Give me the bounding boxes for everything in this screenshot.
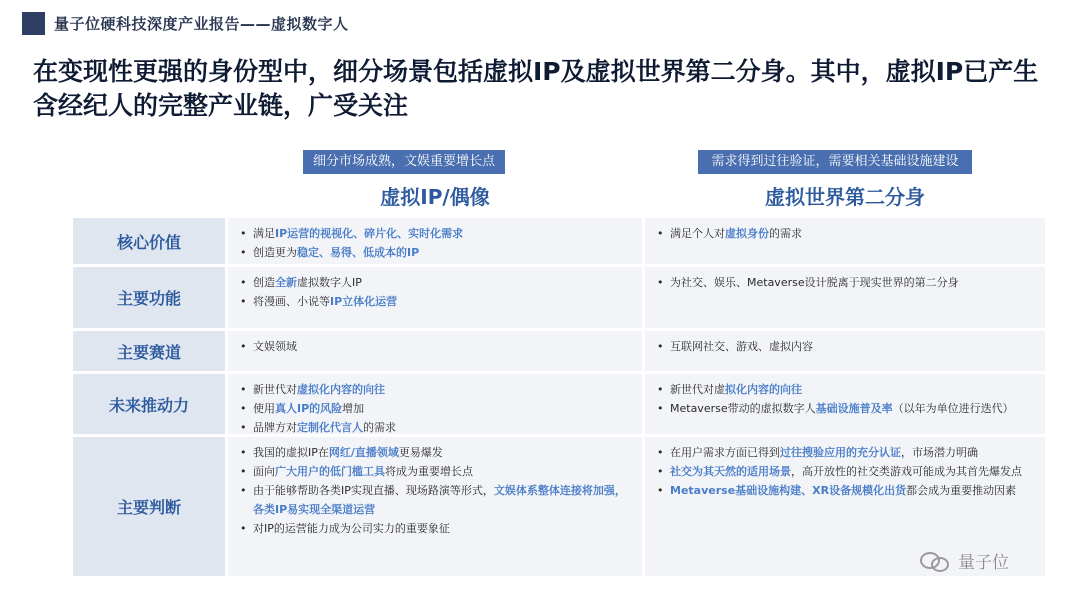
bullet-item — [657, 462, 1035, 481]
right-cell — [645, 218, 1045, 264]
bullet-item — [240, 399, 632, 418]
highlight-text: 拟化内容的向往 — [725, 383, 802, 396]
highlight-text: IP立体化运营 — [330, 295, 398, 308]
highlight-text: 全新 — [275, 276, 297, 289]
bullet-text: 使用 — [253, 402, 275, 415]
left-column-heading: 虚拟IP/偶像 — [380, 185, 490, 209]
highlight-text: IP运营的视视化、碎片化、实时化需求 — [275, 227, 464, 240]
highlight-text: 真人IP的风险 — [275, 402, 343, 415]
bullet-text: 新世代对虚 — [670, 383, 725, 396]
highlight-text: 稳定、易得、低成本的IP — [297, 246, 420, 259]
bullet-text: 在用户需求方面已得到 — [670, 446, 780, 459]
bullet-text: Metaverse带动的虚拟数字人 — [670, 402, 816, 415]
bullet-item — [657, 443, 1035, 462]
bullet-item — [240, 519, 632, 538]
highlight-text: 广大用户的低门槛工具 — [275, 465, 385, 478]
bullet-item — [240, 380, 632, 399]
highlight-text: 网红/直播领域 — [328, 446, 399, 459]
page-title: 在变现性更强的身份型中，细分场景包括虚拟IP及虚拟世界第二分身。其中，虚拟IP已产生含经纪人的完整产业链，广受关注 — [33, 57, 1039, 120]
watermark — [920, 548, 1009, 573]
highlight-text: 文娱体系整体连接将加强，各类IP易实现全渠道运营 — [253, 484, 626, 516]
bullet-text: ，市场潜力明确 — [901, 446, 978, 459]
row-label: 未来推动力 — [73, 374, 225, 434]
bullet-text: 将漫画、小说等 — [253, 295, 330, 308]
bullet-text: 满足 — [253, 227, 275, 240]
bullet-text: 文娱领域 — [253, 340, 297, 353]
highlight-text: 过往搜验应用的充分认证 — [780, 446, 901, 459]
bullet-item — [240, 243, 632, 262]
highlight-text: 基础设施普及率 — [815, 402, 893, 415]
right-cell — [645, 267, 1045, 328]
bullet-text: 对IP的运营能力成为公司实力的重要象征 — [253, 522, 450, 535]
bullet-text: 增加 — [342, 402, 365, 415]
bullet-text: 我国的虚拟IP在 — [253, 446, 329, 459]
bullet-text: 新世代对 — [253, 383, 297, 396]
bullet-text: 创造 — [253, 276, 275, 289]
bullet-text: 更易爆发 — [398, 446, 443, 459]
bullet-text: 由于能够帮助各类IP实现直播、现场路演等形式， — [253, 484, 494, 497]
highlight-text: 社交为其天然的适用场景 — [670, 465, 791, 478]
bullet-item — [240, 462, 632, 481]
bullet-item — [657, 380, 1035, 399]
bullet-item — [240, 337, 632, 356]
bullet-text: 面向 — [253, 465, 275, 478]
bullet-text: 满足个人对 — [670, 227, 725, 240]
bullet-item — [240, 418, 632, 437]
wechat-icon — [920, 550, 950, 572]
bullet-text: （以年为单位进行迭代） — [892, 402, 1014, 415]
left-cell — [228, 331, 642, 371]
bullet-item — [657, 224, 1035, 243]
row-label: 主要判断 — [73, 437, 225, 576]
left-cell — [228, 374, 642, 434]
left-column-banner: 细分市场成熟，文娱重要增长点 — [303, 150, 505, 174]
bullet-text: 的需求 — [363, 421, 396, 434]
bullet-item — [657, 337, 1035, 356]
right-cell — [645, 331, 1045, 371]
highlight-text: 定制化代言人 — [297, 421, 363, 434]
highlight-text: Metaverse基础设施构建、XR设备规模化出货 — [670, 484, 907, 497]
left-cell — [228, 437, 642, 576]
bullet-item — [240, 273, 632, 292]
right-cell — [645, 374, 1045, 434]
left-cell — [228, 218, 642, 264]
bullet-item — [240, 292, 632, 311]
bullet-text: 品牌方对 — [253, 421, 297, 434]
bullet-text: 互联网社交、游戏、虚拟内容 — [670, 340, 813, 353]
bullet-item — [240, 224, 632, 243]
highlight-text: 虚拟化内容的向往 — [297, 383, 385, 396]
bullet-text: 的需求 — [769, 227, 802, 240]
bullet-text: 为社交、娱乐、Metaverse设计脱离于现实世界的第二分身 — [670, 276, 959, 289]
watermark-text: 量子位 — [958, 553, 1009, 573]
row-label: 主要赛道 — [73, 331, 225, 371]
bullet-text: 虚拟数字人IP — [297, 276, 362, 289]
bullet-item — [657, 399, 1035, 418]
row-label: 主要功能 — [73, 267, 225, 328]
bullet-item — [657, 273, 1035, 292]
header-section-title: 量子位硬科技深度产业报告——虚拟数字人 — [54, 15, 349, 33]
bullet-item — [240, 443, 632, 462]
bullet-text: 创造更为 — [253, 246, 297, 259]
header-square — [22, 12, 45, 35]
bullet-text: ，高开放性的社交类游戏可能成为其首先爆发点 — [791, 465, 1022, 478]
right-column-banner: 需求得到过往验证，需要相关基础设施建设 — [698, 150, 972, 174]
bullet-item — [240, 481, 632, 519]
bullet-item — [657, 481, 1035, 500]
bullet-text: 将成为重要增长点 — [385, 465, 473, 478]
highlight-text: 虚拟身份 — [725, 227, 769, 240]
right-column-heading: 虚拟世界第二分身 — [765, 185, 925, 209]
row-label: 核心价值 — [73, 218, 225, 264]
left-cell — [228, 267, 642, 328]
bullet-text: 都会成为重要推动因素 — [906, 484, 1017, 497]
